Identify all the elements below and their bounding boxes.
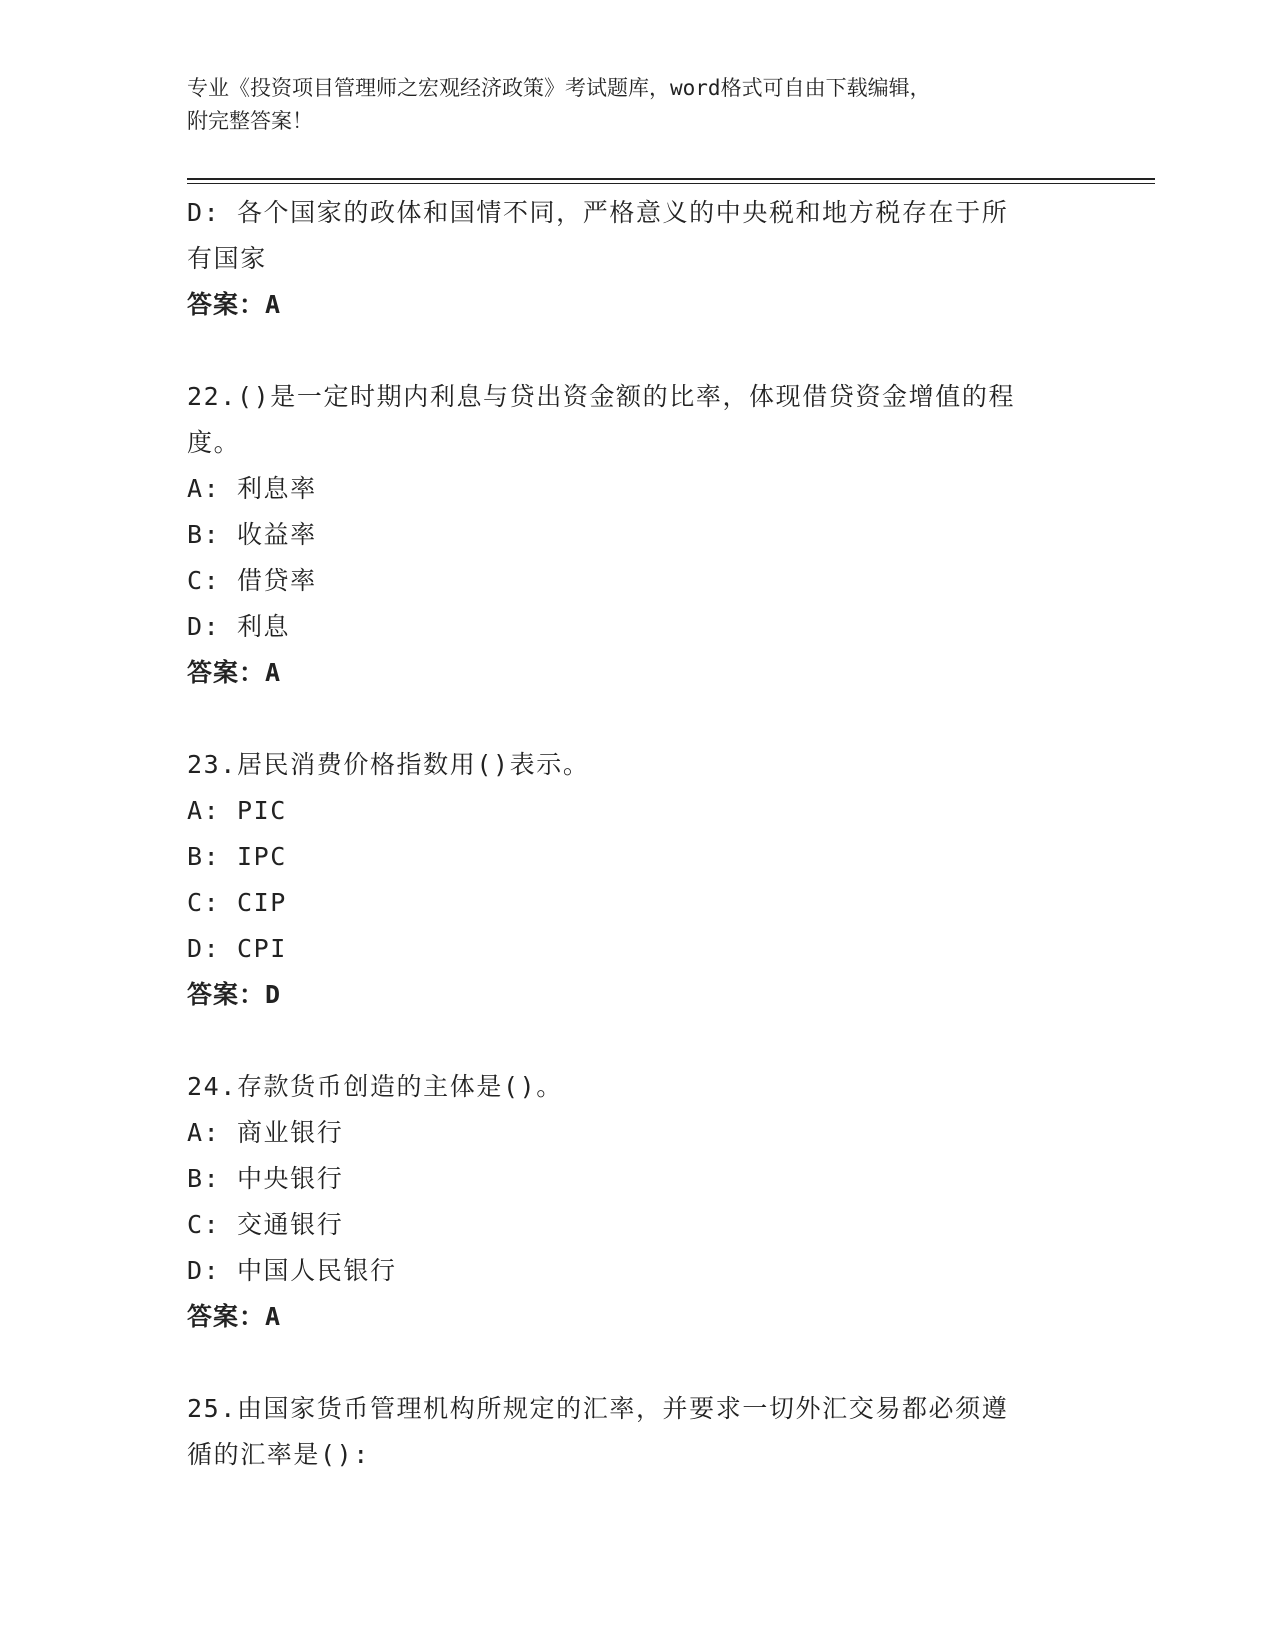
question-25: [187, 1386, 1087, 1478]
answer: 答案：A: [187, 658, 282, 687]
option-d-line-2: 有国家: [187, 244, 267, 273]
question-stem-cont: 循的汇率是():: [187, 1440, 370, 1469]
option-c: C: 借贷率: [187, 566, 317, 595]
option-d-line-1: D: 各个国家的政体和国情不同，严格意义的中央税和地方税存在于所: [187, 198, 1009, 227]
option-b: B: 中央银行: [187, 1164, 344, 1193]
header-divider-thick: [187, 178, 1155, 180]
question-content: [187, 190, 1087, 1478]
option-c: C: 交通银行: [187, 1210, 344, 1239]
question-stem: 24.存款货币创造的主体是()。: [187, 1072, 563, 1101]
answer: 答案：A: [187, 1302, 282, 1331]
question-stem: 25.由国家货币管理机构所规定的汇率，并要求一切外汇交易都必须遵: [187, 1394, 1009, 1423]
spacer: [187, 1018, 1087, 1064]
header-divider-thin: [187, 183, 1155, 184]
question-stem: 23.居民消费价格指数用()表示。: [187, 750, 590, 779]
option-c: C: CIP: [187, 888, 287, 917]
option-b: B: 收益率: [187, 520, 317, 549]
question-stem-cont: 度。: [187, 428, 241, 457]
option-d: D: CPI: [187, 934, 287, 963]
question-21-tail: [187, 190, 1087, 328]
question-24: [187, 1064, 1087, 1340]
spacer: [187, 328, 1087, 374]
option-a: A: PIC: [187, 796, 287, 825]
question-22: [187, 374, 1087, 696]
option-a: A: 商业银行: [187, 1118, 344, 1147]
spacer: [187, 696, 1087, 742]
question-stem: 22.()是一定时期内利息与贷出资金额的比率，体现借贷资金增值的程: [187, 382, 1016, 411]
question-23: [187, 742, 1087, 1018]
answer: 答案：A: [187, 290, 282, 319]
option-b: B: IPC: [187, 842, 287, 871]
option-d: D: 利息: [187, 612, 291, 641]
spacer: [187, 1340, 1087, 1386]
answer: 答案：D: [187, 980, 282, 1009]
document-header: [187, 72, 1067, 138]
option-d: D: 中国人民银行: [187, 1256, 397, 1285]
header-line-2: 附完整答案！: [187, 109, 313, 133]
option-a: A: 利息率: [187, 474, 317, 503]
header-line-1: 专业《投资项目管理师之宏观经济政策》考试题库，word格式可自由下载编辑，: [187, 76, 931, 100]
